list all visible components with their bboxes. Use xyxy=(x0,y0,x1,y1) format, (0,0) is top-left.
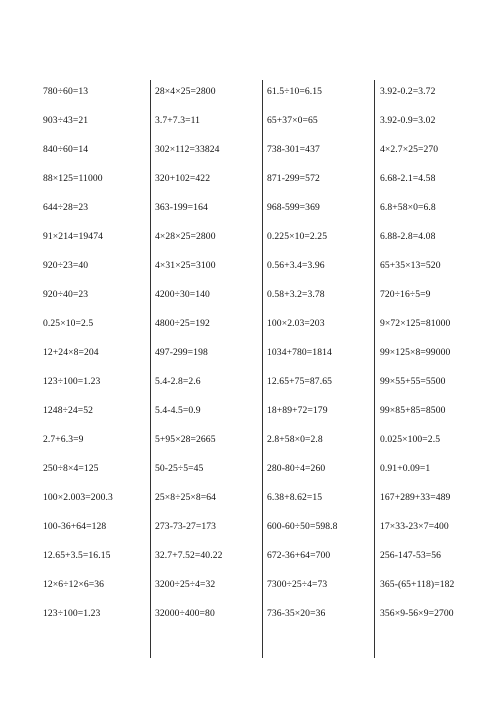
equation-item: 280-80÷4=260 xyxy=(267,463,326,474)
equation-item: 123÷100=1.23 xyxy=(43,608,101,619)
equation-item: 91×214=19474 xyxy=(43,231,103,242)
equation-item: 28×4×25=2800 xyxy=(155,86,216,97)
equation-item: 320+102=422 xyxy=(155,173,211,184)
equation-item: 0.56+3.4=3.96 xyxy=(267,260,325,271)
equation-item: 9×72×125=81000 xyxy=(380,318,451,329)
equation-item: 738-301=437 xyxy=(267,144,320,155)
equation-item: 256-147-53=56 xyxy=(380,550,442,561)
equation-item: 4200÷30=140 xyxy=(155,289,210,300)
equation-item: 497-299=198 xyxy=(155,347,208,358)
equation-item: 302×112=33824 xyxy=(155,144,220,155)
equation-item: 3.92-0.2=3.72 xyxy=(380,86,436,97)
equation-item: 968-599=369 xyxy=(267,202,320,213)
equation-item: 12.65+3.5=16.15 xyxy=(43,550,111,561)
equation-item: 12×6÷12×6=36 xyxy=(43,579,105,590)
equation-item: 600-60÷50=598.8 xyxy=(267,521,338,532)
equation-item: 363-199=164 xyxy=(155,202,208,213)
equation-item: 0.58+3.2=3.78 xyxy=(267,289,325,300)
equation-item: 61.5÷10=6.15 xyxy=(267,86,323,97)
equation-item: 4×2.7×25=270 xyxy=(380,144,439,155)
equation-item: 2.7+6.3=9 xyxy=(43,434,84,445)
equation-item: 99×125×8=99000 xyxy=(380,347,451,358)
equation-item: 2.8+58×0=2.8 xyxy=(267,434,323,445)
column-1 xyxy=(43,82,153,633)
equation-item: 780÷60=13 xyxy=(43,86,89,97)
equation-item: 903÷43=21 xyxy=(43,115,89,126)
equation-item: 32.7+7.52=40.22 xyxy=(155,550,223,561)
equation-item: 736-35×20=36 xyxy=(267,608,326,619)
equation-item: 167+289+33=489 xyxy=(380,492,451,503)
equation-item: 25×8÷25×8=64 xyxy=(155,492,217,503)
equation-item: 356×9-56×9=2700 xyxy=(380,608,454,619)
equation-item: 100×2.03=203 xyxy=(267,318,325,329)
equation-item: 32000÷400=80 xyxy=(155,608,215,619)
equation-item: 18+89+72=179 xyxy=(267,405,328,416)
equation-item: 672-36+64=700 xyxy=(267,550,331,561)
equation-item: 3200÷25÷4=32 xyxy=(155,579,216,590)
equation-item: 7300÷25÷4=73 xyxy=(267,579,328,590)
equation-item: 12+24×8=204 xyxy=(43,347,99,358)
equation-item: 100-36+64=128 xyxy=(43,521,107,532)
equation-item: 17×33-23×7=400 xyxy=(380,521,449,532)
column-2 xyxy=(155,82,265,633)
equation-item: 920÷23=40 xyxy=(43,260,89,271)
equation-item: 123÷100=1.23 xyxy=(43,376,101,387)
equation-item: 871-299=572 xyxy=(267,173,320,184)
equation-item: 1034+780=1814 xyxy=(267,347,332,358)
column-divider xyxy=(150,80,151,658)
equation-item: 4×31×25=3100 xyxy=(155,260,216,271)
equation-item: 5.4-4.5=0.9 xyxy=(155,405,201,416)
equation-item: 6.88-2.8=4.08 xyxy=(380,231,436,242)
equation-item: 99×85+85=8500 xyxy=(380,405,446,416)
equation-item: 5.4-2.8=2.6 xyxy=(155,376,201,387)
equation-item: 50-25÷5=45 xyxy=(155,463,204,474)
equation-item: 100×2.003=200.3 xyxy=(43,492,113,503)
equation-item: 273-73-27=173 xyxy=(155,521,217,532)
equation-item: 3.7+7.3=11 xyxy=(155,115,201,126)
equation-item: 88×125=11000 xyxy=(43,173,103,184)
equation-item: 250÷8×4=125 xyxy=(43,463,99,474)
column-4 xyxy=(380,82,490,633)
equation-item: 99×55+55=5500 xyxy=(380,376,446,387)
equation-item: 840÷60=14 xyxy=(43,144,89,155)
equation-item: 5+95×28=2665 xyxy=(155,434,216,445)
equation-item: 0.25×10=2.5 xyxy=(43,318,94,329)
equation-item: 1248÷24=52 xyxy=(43,405,94,416)
equation-item: 12.65+75=87.65 xyxy=(267,376,332,387)
equation-item: 6.38+8.62=15 xyxy=(267,492,323,503)
equation-item: 6.68-2.1=4.58 xyxy=(380,173,436,184)
equation-item: 0.91+0.09=1 xyxy=(380,463,431,474)
equation-item: 0.025×100=2.5 xyxy=(380,434,441,445)
equation-item: 720÷16÷5=9 xyxy=(380,289,431,300)
equation-item: 4800÷25=192 xyxy=(155,318,210,329)
column-divider xyxy=(262,80,263,658)
equation-item: 6.8+58×0=6.8 xyxy=(380,202,436,213)
equation-item: 65+37×0=65 xyxy=(267,115,318,126)
equation-item: 0.225×10=2.25 xyxy=(267,231,328,242)
equation-item: 920÷40=23 xyxy=(43,289,89,300)
equation-item: 365-(65+118)=182 xyxy=(380,579,455,590)
equation-item: 4×28×25=2800 xyxy=(155,231,216,242)
column-divider xyxy=(374,80,375,658)
equation-item: 3.92-0.9=3.02 xyxy=(380,115,436,126)
column-3 xyxy=(267,82,377,633)
equation-item: 644÷28=23 xyxy=(43,202,89,213)
equation-item: 65+35×13=520 xyxy=(380,260,441,271)
